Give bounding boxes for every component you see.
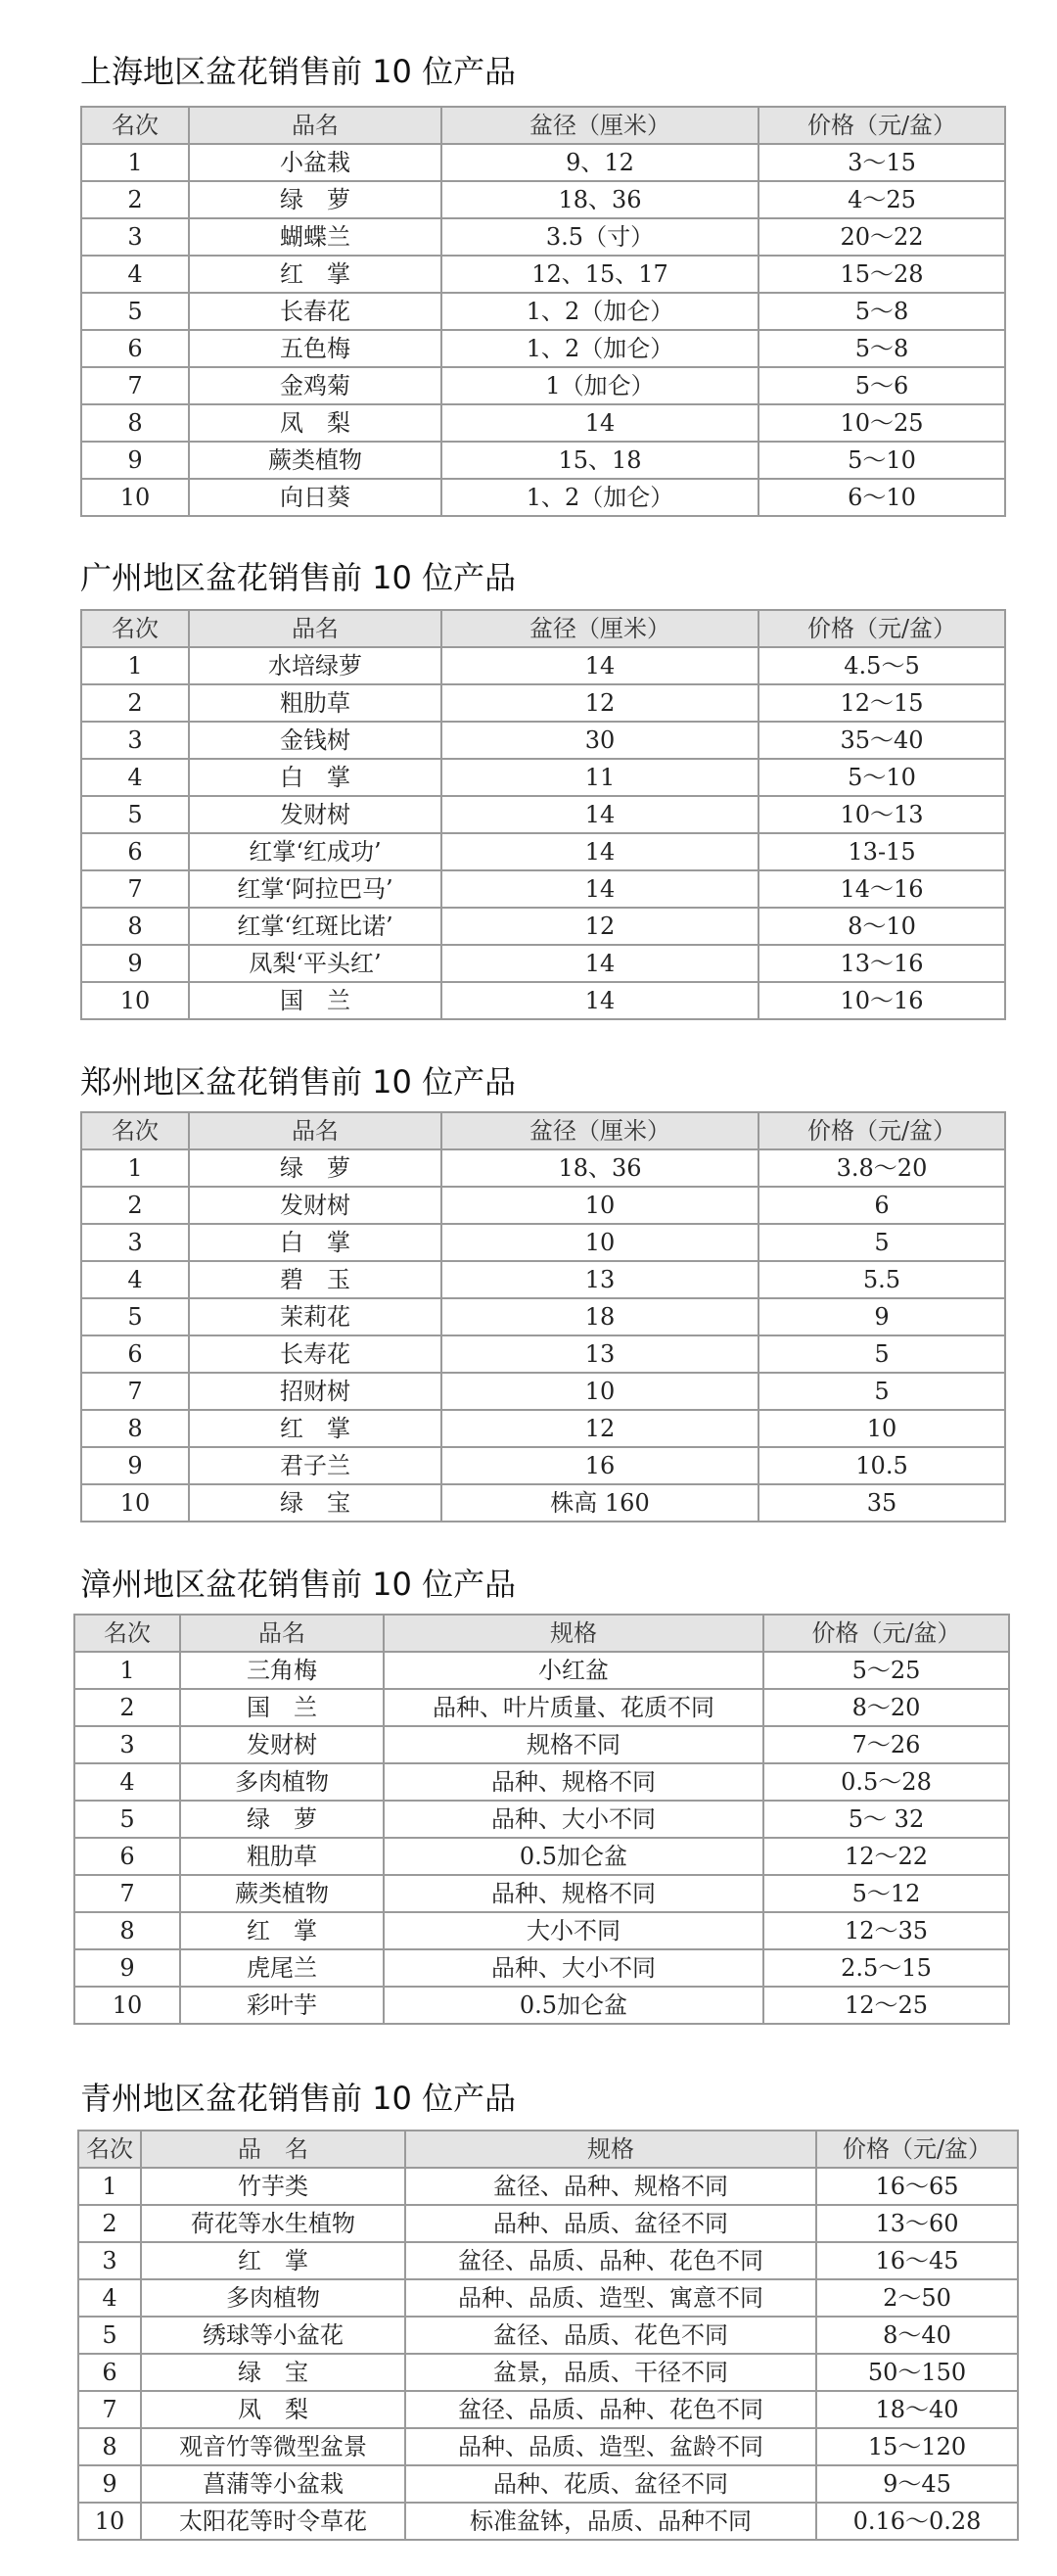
cell-price: 8～40 bbox=[816, 2317, 1018, 2354]
table-row bbox=[81, 982, 1005, 1019]
cell-name: 白 掌 bbox=[189, 759, 441, 796]
header-name: 品名 bbox=[189, 610, 441, 647]
header-spec: 规格 bbox=[384, 1615, 763, 1652]
header-name: 品名 bbox=[189, 107, 441, 144]
cell-rank: 7 bbox=[81, 1373, 189, 1410]
cell-size: 14 bbox=[441, 982, 758, 1019]
cell-price: 5.5 bbox=[758, 1261, 1005, 1298]
table-row bbox=[78, 2205, 1018, 2242]
cell-price: 15～120 bbox=[816, 2428, 1018, 2465]
cell-name: 蝴蝶兰 bbox=[189, 218, 441, 256]
cell-name: 发财树 bbox=[180, 1726, 384, 1763]
table-row bbox=[78, 2168, 1018, 2205]
cell-spec: 品种、品质、造型、寓意不同 bbox=[405, 2279, 816, 2317]
table-zhengzhou bbox=[80, 1111, 1006, 1522]
cell-spec: 标准盆钵，品质、品种不同 bbox=[405, 2503, 816, 2540]
cell-name: 长寿花 bbox=[189, 1335, 441, 1373]
cell-size: 12 bbox=[441, 684, 758, 722]
cell-name: 凤 梨 bbox=[189, 404, 441, 442]
cell-price: 4.5～5 bbox=[758, 647, 1005, 684]
cell-name: 绿 萝 bbox=[189, 181, 441, 218]
cell-rank: 5 bbox=[81, 1298, 189, 1335]
cell-price: 2～50 bbox=[816, 2279, 1018, 2317]
table-qingzhou bbox=[77, 2130, 1019, 2541]
cell-price: 16～45 bbox=[816, 2242, 1018, 2279]
table-row bbox=[81, 256, 1005, 293]
table-row bbox=[81, 1261, 1005, 1298]
header-size: 盆径（厘米） bbox=[441, 610, 758, 647]
cell-price: 5～ 32 bbox=[763, 1801, 1009, 1838]
header-name: 品名 bbox=[180, 1615, 384, 1652]
table-row bbox=[81, 404, 1005, 442]
table-row bbox=[78, 2503, 1018, 2540]
cell-price: 5～25 bbox=[763, 1652, 1009, 1689]
table-row bbox=[74, 1763, 1009, 1801]
cell-price: 0.5～28 bbox=[763, 1763, 1009, 1801]
cell-size: 13 bbox=[441, 1261, 758, 1298]
cell-price: 10.5 bbox=[758, 1447, 1005, 1484]
cell-rank: 5 bbox=[81, 796, 189, 833]
cell-name: 红掌‘红斑比诺’ bbox=[189, 908, 441, 945]
table-row bbox=[74, 1838, 1009, 1875]
cell-name: 绿 萝 bbox=[180, 1801, 384, 1838]
cell-price: 5～8 bbox=[758, 293, 1005, 330]
cell-rank: 1 bbox=[81, 1149, 189, 1187]
cell-spec: 盆景，品质、干径不同 bbox=[405, 2354, 816, 2391]
cell-rank: 10 bbox=[81, 479, 189, 516]
cell-spec: 盆径、品质、品种、花色不同 bbox=[405, 2391, 816, 2428]
cell-rank: 2 bbox=[81, 1187, 189, 1224]
header-rank: 名次 bbox=[78, 2131, 141, 2168]
table-row bbox=[74, 1987, 1009, 2024]
cell-price: 35 bbox=[758, 1484, 1005, 1522]
table-row bbox=[74, 1801, 1009, 1838]
cell-name: 君子兰 bbox=[189, 1447, 441, 1484]
cell-name: 绿 萝 bbox=[189, 1149, 441, 1187]
table-shanghai bbox=[80, 106, 1006, 517]
cell-rank: 1 bbox=[78, 2168, 141, 2205]
cell-rank: 4 bbox=[81, 256, 189, 293]
cell-name: 发财树 bbox=[189, 1187, 441, 1224]
cell-spec: 盆径、品质、品种、花色不同 bbox=[405, 2242, 816, 2279]
cell-price: 4～25 bbox=[758, 181, 1005, 218]
cell-size: 10 bbox=[441, 1373, 758, 1410]
cell-name: 粗肋草 bbox=[180, 1838, 384, 1875]
table-row bbox=[81, 870, 1005, 908]
cell-price: 3.8～20 bbox=[758, 1149, 1005, 1187]
cell-price: 6～10 bbox=[758, 479, 1005, 516]
cell-size: 14 bbox=[441, 833, 758, 870]
cell-name: 竹芋类 bbox=[141, 2168, 405, 2205]
cell-rank: 8 bbox=[81, 404, 189, 442]
cell-rank: 8 bbox=[78, 2428, 141, 2465]
section-title-shanghai: 上海地区盆花销售前 10 位产品 bbox=[80, 53, 517, 90]
table-row bbox=[78, 2354, 1018, 2391]
cell-price: 10 bbox=[758, 1410, 1005, 1447]
table-row bbox=[81, 1373, 1005, 1410]
cell-name: 红 掌 bbox=[189, 1410, 441, 1447]
cell-size: 1、2（加仑） bbox=[441, 293, 758, 330]
cell-name: 绿 宝 bbox=[141, 2354, 405, 2391]
cell-size: 1（加仑） bbox=[441, 367, 758, 404]
header-price: 价格（元/盆） bbox=[763, 1615, 1009, 1652]
table-row bbox=[81, 330, 1005, 367]
cell-size: 15、18 bbox=[441, 442, 758, 479]
cell-name: 三角梅 bbox=[180, 1652, 384, 1689]
cell-price: 9 bbox=[758, 1298, 1005, 1335]
cell-spec: 品种、品质、造型、盆龄不同 bbox=[405, 2428, 816, 2465]
cell-name: 粗肋草 bbox=[189, 684, 441, 722]
cell-spec: 品种、品质、盆径不同 bbox=[405, 2205, 816, 2242]
cell-rank: 4 bbox=[78, 2279, 141, 2317]
cell-price: 18～40 bbox=[816, 2391, 1018, 2428]
cell-price: 12～22 bbox=[763, 1838, 1009, 1875]
cell-rank: 5 bbox=[74, 1801, 180, 1838]
cell-price: 13-15 bbox=[758, 833, 1005, 870]
cell-name: 五色梅 bbox=[189, 330, 441, 367]
table-row bbox=[78, 2465, 1018, 2503]
cell-size: 14 bbox=[441, 647, 758, 684]
cell-rank: 9 bbox=[74, 1949, 180, 1987]
table-row bbox=[81, 1447, 1005, 1484]
table-row bbox=[81, 442, 1005, 479]
cell-name: 蕨类植物 bbox=[180, 1875, 384, 1912]
table-row bbox=[81, 684, 1005, 722]
table-header-row bbox=[81, 1112, 1005, 1149]
cell-name: 国 兰 bbox=[180, 1689, 384, 1726]
cell-price: 6 bbox=[758, 1187, 1005, 1224]
cell-rank: 4 bbox=[81, 1261, 189, 1298]
cell-rank: 8 bbox=[81, 908, 189, 945]
cell-price: 5 bbox=[758, 1224, 1005, 1261]
cell-name: 太阳花等时令草花 bbox=[141, 2503, 405, 2540]
cell-size: 12、15、17 bbox=[441, 256, 758, 293]
cell-name: 凤梨‘平头红’ bbox=[189, 945, 441, 982]
cell-rank: 6 bbox=[81, 833, 189, 870]
cell-price: 16～65 bbox=[816, 2168, 1018, 2205]
table-row bbox=[78, 2242, 1018, 2279]
cell-price: 9～45 bbox=[816, 2465, 1018, 2503]
table-row bbox=[81, 759, 1005, 796]
cell-name: 多肉植物 bbox=[141, 2279, 405, 2317]
cell-rank: 2 bbox=[74, 1689, 180, 1726]
cell-price: 8～10 bbox=[758, 908, 1005, 945]
table-row bbox=[81, 293, 1005, 330]
cell-rank: 1 bbox=[81, 144, 189, 181]
cell-size: 14 bbox=[441, 945, 758, 982]
cell-size: 18 bbox=[441, 1298, 758, 1335]
cell-price: 15～28 bbox=[758, 256, 1005, 293]
cell-rank: 3 bbox=[78, 2242, 141, 2279]
cell-price: 5～10 bbox=[758, 759, 1005, 796]
cell-spec: 品种、叶片质量、花质不同 bbox=[384, 1689, 763, 1726]
cell-size: 13 bbox=[441, 1335, 758, 1373]
cell-name: 金鸡菊 bbox=[189, 367, 441, 404]
cell-name: 向日葵 bbox=[189, 479, 441, 516]
header-name: 品 名 bbox=[141, 2131, 405, 2168]
cell-rank: 7 bbox=[74, 1875, 180, 1912]
table-row bbox=[81, 908, 1005, 945]
cell-price: 13～16 bbox=[758, 945, 1005, 982]
cell-rank: 8 bbox=[81, 1410, 189, 1447]
header-price: 价格（元/盆） bbox=[758, 1112, 1005, 1149]
cell-size: 9、12 bbox=[441, 144, 758, 181]
cell-spec: 规格不同 bbox=[384, 1726, 763, 1763]
table-row bbox=[74, 1875, 1009, 1912]
cell-name: 长春花 bbox=[189, 293, 441, 330]
cell-rank: 6 bbox=[81, 330, 189, 367]
section-title-zhangzhou: 漳州地区盆花销售前 10 位产品 bbox=[80, 1566, 517, 1603]
cell-rank: 6 bbox=[78, 2354, 141, 2391]
cell-spec: 小红盆 bbox=[384, 1652, 763, 1689]
cell-name: 红 掌 bbox=[189, 256, 441, 293]
table-row bbox=[81, 722, 1005, 759]
cell-price: 7～26 bbox=[763, 1726, 1009, 1763]
cell-price: 20～22 bbox=[758, 218, 1005, 256]
section-title-qingzhou: 青州地区盆花销售前 10 位产品 bbox=[80, 2080, 517, 2117]
table-row bbox=[81, 1484, 1005, 1522]
cell-price: 8～20 bbox=[763, 1689, 1009, 1726]
cell-name: 红掌‘红成功’ bbox=[189, 833, 441, 870]
cell-rank: 9 bbox=[78, 2465, 141, 2503]
table-row bbox=[81, 1298, 1005, 1335]
cell-rank: 5 bbox=[81, 293, 189, 330]
table-row bbox=[81, 479, 1005, 516]
cell-rank: 3 bbox=[81, 218, 189, 256]
header-rank: 名次 bbox=[74, 1615, 180, 1652]
table-row bbox=[78, 2428, 1018, 2465]
cell-name: 白 掌 bbox=[189, 1224, 441, 1261]
table-row bbox=[74, 1652, 1009, 1689]
cell-price: 35～40 bbox=[758, 722, 1005, 759]
cell-rank: 10 bbox=[78, 2503, 141, 2540]
table-row bbox=[78, 2279, 1018, 2317]
table-header-row bbox=[74, 1615, 1009, 1652]
header-size: 盆径（厘米） bbox=[441, 107, 758, 144]
cell-spec: 品种、大小不同 bbox=[384, 1801, 763, 1838]
table-row bbox=[74, 1949, 1009, 1987]
table-row bbox=[81, 1335, 1005, 1373]
cell-rank: 1 bbox=[81, 647, 189, 684]
cell-size: 30 bbox=[441, 722, 758, 759]
table-row bbox=[74, 1726, 1009, 1763]
cell-size: 11 bbox=[441, 759, 758, 796]
cell-price: 2.5～15 bbox=[763, 1949, 1009, 1987]
header-name: 品名 bbox=[189, 1112, 441, 1149]
table-row bbox=[81, 1224, 1005, 1261]
cell-price: 5～12 bbox=[763, 1875, 1009, 1912]
cell-spec: 品种、规格不同 bbox=[384, 1763, 763, 1801]
cell-rank: 3 bbox=[81, 1224, 189, 1261]
cell-name: 红 掌 bbox=[141, 2242, 405, 2279]
cell-rank: 2 bbox=[78, 2205, 141, 2242]
cell-name: 虎尾兰 bbox=[180, 1949, 384, 1987]
table-row bbox=[81, 181, 1005, 218]
cell-name: 绿 宝 bbox=[189, 1484, 441, 1522]
table-row bbox=[81, 1149, 1005, 1187]
cell-size: 18、36 bbox=[441, 1149, 758, 1187]
cell-rank: 6 bbox=[81, 1335, 189, 1373]
cell-name: 国 兰 bbox=[189, 982, 441, 1019]
cell-name: 蕨类植物 bbox=[189, 442, 441, 479]
cell-rank: 2 bbox=[81, 684, 189, 722]
table-row bbox=[81, 1410, 1005, 1447]
cell-name: 观音竹等微型盆景 bbox=[141, 2428, 405, 2465]
cell-name: 红 掌 bbox=[180, 1912, 384, 1949]
cell-rank: 3 bbox=[74, 1726, 180, 1763]
cell-price: 5～10 bbox=[758, 442, 1005, 479]
cell-name: 水培绿萝 bbox=[189, 647, 441, 684]
cell-rank: 9 bbox=[81, 945, 189, 982]
cell-price: 10～13 bbox=[758, 796, 1005, 833]
cell-rank: 9 bbox=[81, 442, 189, 479]
cell-size: 株高 160 bbox=[441, 1484, 758, 1522]
cell-price: 50～150 bbox=[816, 2354, 1018, 2391]
cell-rank: 1 bbox=[74, 1652, 180, 1689]
cell-name: 小盆栽 bbox=[189, 144, 441, 181]
cell-rank: 4 bbox=[81, 759, 189, 796]
table-row bbox=[74, 1912, 1009, 1949]
cell-rank: 10 bbox=[81, 982, 189, 1019]
cell-spec: 0.5加仑盆 bbox=[384, 1838, 763, 1875]
cell-price: 13～60 bbox=[816, 2205, 1018, 2242]
table-row bbox=[81, 1187, 1005, 1224]
cell-name: 菖蒲等小盆栽 bbox=[141, 2465, 405, 2503]
cell-name: 彩叶芋 bbox=[180, 1987, 384, 2024]
cell-price: 10～16 bbox=[758, 982, 1005, 1019]
cell-price: 3～15 bbox=[758, 144, 1005, 181]
cell-price: 0.16～0.28 bbox=[816, 2503, 1018, 2540]
cell-price: 5 bbox=[758, 1335, 1005, 1373]
cell-spec: 大小不同 bbox=[384, 1912, 763, 1949]
table-header-row bbox=[81, 107, 1005, 144]
table-row bbox=[81, 144, 1005, 181]
cell-rank: 3 bbox=[81, 722, 189, 759]
cell-name: 茉莉花 bbox=[189, 1298, 441, 1335]
cell-rank: 10 bbox=[74, 1987, 180, 2024]
cell-size: 16 bbox=[441, 1447, 758, 1484]
table-header-row bbox=[81, 610, 1005, 647]
header-price: 价格（元/盆） bbox=[758, 107, 1005, 144]
cell-size: 1、2（加仑） bbox=[441, 479, 758, 516]
table-row bbox=[78, 2317, 1018, 2354]
cell-price: 12～35 bbox=[763, 1912, 1009, 1949]
cell-rank: 2 bbox=[81, 181, 189, 218]
header-price: 价格（元/盆） bbox=[758, 610, 1005, 647]
cell-price: 12～15 bbox=[758, 684, 1005, 722]
cell-spec: 品种、大小不同 bbox=[384, 1949, 763, 1987]
cell-name: 招财树 bbox=[189, 1373, 441, 1410]
cell-name: 绣球等小盆花 bbox=[141, 2317, 405, 2354]
cell-spec: 品种、花质、盆径不同 bbox=[405, 2465, 816, 2503]
cell-name: 金钱树 bbox=[189, 722, 441, 759]
cell-spec: 盆径、品质、花色不同 bbox=[405, 2317, 816, 2354]
cell-size: 18、36 bbox=[441, 181, 758, 218]
cell-size: 14 bbox=[441, 870, 758, 908]
cell-price: 10～25 bbox=[758, 404, 1005, 442]
cell-price: 5～8 bbox=[758, 330, 1005, 367]
header-spec: 规格 bbox=[405, 2131, 816, 2168]
header-price: 价格（元/盆） bbox=[816, 2131, 1018, 2168]
cell-name: 发财树 bbox=[189, 796, 441, 833]
cell-size: 10 bbox=[441, 1224, 758, 1261]
cell-rank: 6 bbox=[74, 1838, 180, 1875]
table-row bbox=[81, 796, 1005, 833]
table-row bbox=[81, 833, 1005, 870]
cell-price: 5～6 bbox=[758, 367, 1005, 404]
header-rank: 名次 bbox=[81, 1112, 189, 1149]
cell-rank: 5 bbox=[78, 2317, 141, 2354]
cell-rank: 8 bbox=[74, 1912, 180, 1949]
table-row bbox=[74, 1689, 1009, 1726]
table-zhangzhou bbox=[73, 1614, 1010, 2025]
cell-size: 14 bbox=[441, 404, 758, 442]
cell-name: 多肉植物 bbox=[180, 1763, 384, 1801]
cell-rank: 9 bbox=[81, 1447, 189, 1484]
cell-name: 凤 梨 bbox=[141, 2391, 405, 2428]
cell-size: 12 bbox=[441, 908, 758, 945]
cell-name: 荷花等水生植物 bbox=[141, 2205, 405, 2242]
cell-name: 碧 玉 bbox=[189, 1261, 441, 1298]
header-size: 盆径（厘米） bbox=[441, 1112, 758, 1149]
cell-size: 14 bbox=[441, 796, 758, 833]
cell-rank: 10 bbox=[81, 1484, 189, 1522]
table-row bbox=[81, 367, 1005, 404]
table-row bbox=[81, 218, 1005, 256]
table-row bbox=[78, 2391, 1018, 2428]
cell-rank: 4 bbox=[74, 1763, 180, 1801]
cell-rank: 7 bbox=[81, 870, 189, 908]
table-row bbox=[81, 945, 1005, 982]
cell-size: 1、2（加仑） bbox=[441, 330, 758, 367]
table-row bbox=[81, 647, 1005, 684]
cell-spec: 0.5加仑盆 bbox=[384, 1987, 763, 2024]
header-rank: 名次 bbox=[81, 107, 189, 144]
cell-size: 10 bbox=[441, 1187, 758, 1224]
section-title-guangzhou: 广州地区盆花销售前 10 位产品 bbox=[80, 559, 517, 596]
section-title-zhengzhou: 郑州地区盆花销售前 10 位产品 bbox=[80, 1063, 517, 1101]
table-header-row bbox=[78, 2131, 1018, 2168]
cell-price: 12～25 bbox=[763, 1987, 1009, 2024]
cell-spec: 盆径、品种、规格不同 bbox=[405, 2168, 816, 2205]
cell-rank: 7 bbox=[81, 367, 189, 404]
cell-rank: 7 bbox=[78, 2391, 141, 2428]
cell-price: 5 bbox=[758, 1373, 1005, 1410]
cell-spec: 品种、规格不同 bbox=[384, 1875, 763, 1912]
cell-size: 3.5（寸） bbox=[441, 218, 758, 256]
table-guangzhou bbox=[80, 609, 1006, 1020]
cell-name: 红掌‘阿拉巴马’ bbox=[189, 870, 441, 908]
cell-price: 14～16 bbox=[758, 870, 1005, 908]
header-rank: 名次 bbox=[81, 610, 189, 647]
cell-size: 12 bbox=[441, 1410, 758, 1447]
